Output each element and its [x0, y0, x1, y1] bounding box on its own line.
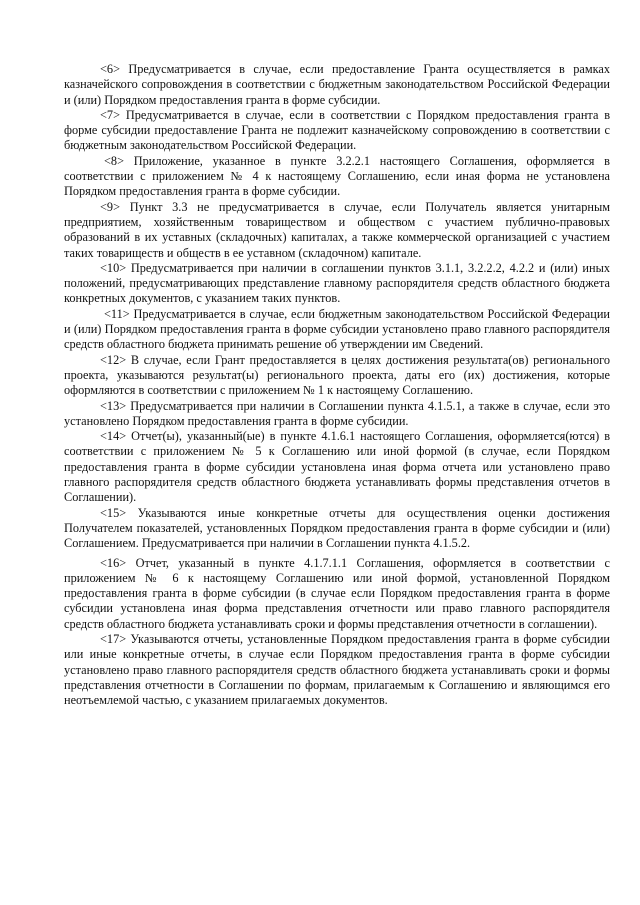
- footnote-text: Предусматривается в случае, если предоставление Гранта осуществляется в рамках казначейского сопровождения в соответствии с бюджетным законодательством Российской Федерации и (или) Порядком предоставления гранта в форме субсидии.: [64, 62, 610, 107]
- footnote-text: Отчет, указанный в пункте 4.1.7.1.1 Соглашения, оформляется в соответствии с приложением № 6 к настоящему Соглашению или иной формой, установленной Порядком предоставления гранта в форме субсидии (в случае если Порядком предоставления гранта в форме субсидии установлена иная форма представления отчетности или право главного распорядителя средств областного бюджета устанавливать сроки и формы представления отчетности в соглашении).: [64, 555, 610, 631]
- footnote-13: [64, 399, 610, 430]
- footnote-marker: <6>: [100, 62, 121, 76]
- footnote-text: Отчет(ы), указанный(ые) в пункте 4.1.6.1 настоящего Соглашения, оформляется(ются) в соответствии с приложением № 5 к Соглашению или иной формой (в случае, если Порядком предоставления гранта в форме субсидии установлена иная форма отчета или установлено право главного распорядителя средств областного бюджета устанавливать формы представления отчетов в Соглашении).: [64, 429, 610, 505]
- footnote-marker: <16>: [100, 555, 127, 570]
- footnote-marker: <8>: [104, 153, 125, 168]
- footnote-marker: <17>: [100, 631, 127, 646]
- footnote-marker: <11>: [104, 306, 130, 321]
- footnote-marker: <9>: [100, 199, 121, 214]
- footnote-15: [64, 506, 610, 552]
- footnote-text: Пункт 3.3 не предусматривается в случае, если Получатель является унитарным предприятием, хозяйственным товариществом и обществом с участием публично-правовых образований в их уставных (складочных) капиталах, а также коммерческой организацией с участием таких товариществ и обществ в ее уставном (складочном) капитале.: [64, 199, 610, 260]
- footnote-marker: <12>: [100, 352, 127, 367]
- footnote-marker: <7>: [100, 107, 121, 122]
- footnote-10: [64, 261, 610, 307]
- footnote-17: [64, 632, 610, 708]
- footnote-text: Предусматривается в случае, если бюджетным законодательством Российской Федерации и (или) Порядком предоставления гранта в форме субсидии установлено право главного распорядителя средств областного бюджета принимать решение об утверждении им Сведений.: [64, 306, 610, 352]
- footnote-text: В случае, если Грант предоставляется в целях достижения результата(ов) регионального проекта, указываются результат(ы) регионального проекта, даты его (их) достижения, которые оформляются в соответствии с приложением № 1 к настоящему Соглашению.: [64, 352, 610, 398]
- footnote-text: Предусматривается при наличии в соглашении пунктов 3.1.1, 3.2.2.2, 4.2.2 и (или) иных положений, предусматривающих представление главному распорядителя средств областного бюджета конкретных документов, с указанием таких пунктов.: [64, 260, 610, 306]
- footnote-text: Предусматривается при наличии в Соглашении пункта 4.1.5.1, а также в случае, если это установлено Порядком предоставления гранта в форме субсидии.: [64, 398, 610, 428]
- footnote-text: Приложение, указанное в пункте 3.2.2.1 настоящего Соглашения, оформляется в соответствии с приложением № 4 к настоящему Соглашению, если иная форма не установлена Порядком предоставления гранта в форме субсидии.: [64, 153, 610, 199]
- footnote-16: [64, 556, 610, 632]
- footnote-8: [64, 154, 610, 200]
- footnote-7: [64, 108, 610, 154]
- footnotes-text: [64, 62, 610, 708]
- footnote-text: Указываются отчеты, установленные Порядком предоставления гранта в форме субсидии или иные конкретные отчеты, в случае если Порядком предоставления гранта в форме субсидии установлено право главного распорядителя средств областного бюджета устанавливать сроки и формы представления отчетности в Соглашении по формам, прилагаемым к Соглашению и являющимся его неотъемлемой частью, с указанием прилагаемых документов.: [64, 631, 610, 708]
- footnote-11: [64, 307, 610, 353]
- footnote-text: Указываются иные конкретные отчеты для осуществления оценки достижения Получателем показателей, установленных Порядком предоставления гранта в форме субсидии и (или) Соглашением. Предусматривается при наличии в Соглашении пункта 4.1.5.2.: [64, 505, 610, 551]
- footnote-marker: <10>: [100, 260, 127, 275]
- footnote-text: Предусматривается в случае, если в соответствии с Порядком предоставления гранта в форме субсидии предоставление Гранта не подлежит казначейскому сопровождению в соответствии с бюджетным законодательством Российской Федерации.: [64, 107, 610, 153]
- footnote-9: [64, 200, 610, 261]
- footnote-14: [64, 429, 610, 505]
- footnote-marker: <14>: [100, 429, 127, 444]
- footnote-6: [64, 62, 610, 108]
- footnote-marker: <15>: [100, 505, 127, 520]
- footnote-marker: <13>: [100, 398, 127, 413]
- footnote-12: [64, 353, 610, 399]
